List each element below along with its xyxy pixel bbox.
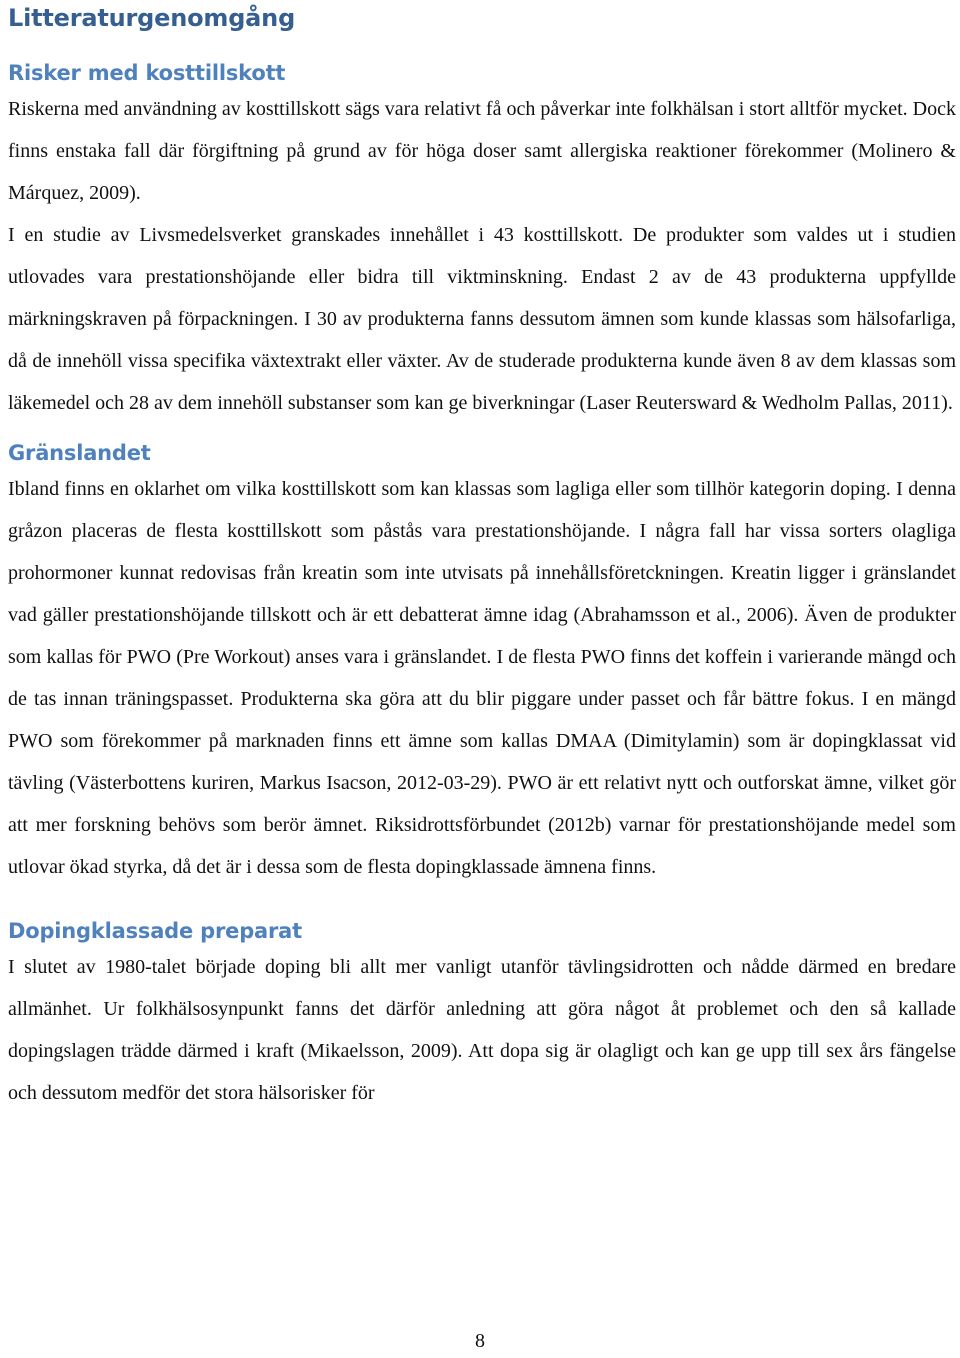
paragraph-risker-1: Riskerna med användning av kosttillskott sägs vara relativt få och påverkar inte folkhälsan i stort alltför mycket. Dock finns enstaka fall där förgiftning på grund av för höga doser samt allergiska reaktioner förekommer (Molinero & Márquez, 2009). (8, 98, 956, 204)
page-title: Litteraturgenomgång (8, 4, 296, 32)
paragraph-risker-2: I en studie av Livsmedelsverket granskades innehållet i 43 kosttillskott. De produkter som valdes ut i studien utlovades vara prestationshöjande eller bidra till viktminskning. Endast 2 av de 43 produkterna uppfyllde märkningskraven på förpackningen. I 30 av produkterna fanns dessutom ämnen som kunde klassas som hälsofarliga, då de innehöll vissa specifika växtextrakt eller växter. Av de studerade produkterna kunde även 8 av dem klassas som läkemedel och 28 av dem innehöll substanser som kan ge biverkningar (Laser Reutersward & Wedholm Pallas, 2011). (8, 224, 956, 414)
section-heading-dopingklassade: Dopingklassade preparat (8, 919, 302, 943)
page-number: 8 (475, 1330, 485, 1352)
section-heading-risker: Risker med kosttillskott (8, 61, 286, 85)
paragraph-dopingklassade-1: I slutet av 1980-talet började doping bli allt mer vanligt utanför tävlingsidrotten och nådde därmed en bredare allmänhet. Ur folkhälsosynpunkt fanns det därför anledning att göra något åt problemet och den så kallade dopingslagen trädde därmed i kraft (Mikaelsson, 2009). Att dopa sig är olagligt och kan ge upp till sex års fängelse och dessutom medför det stora hälsorisker för (8, 956, 956, 1104)
document-page (8, 0, 956, 1114)
section-heading-granslandet: Gränslandet (8, 441, 151, 465)
paragraph-granslandet-1: Ibland finns en oklarhet om vilka kosttillskott som kan klassas som lagliga eller som tillhör kategorin doping. I denna gråzon placeras de flesta kosttillskott som påstås vara prestationshöjande. I några fall har vissa sorters olagliga prohormoner kunnat redovisas från kreatin som inte utvisats på innehållsföretckningen. Kreatin ligger i gränslandet vad gäller prestationshöjande tillskott och är ett debatterat ämne idag (Abrahamsson et al., 2006). Även de produkter som kallas för PWO (Pre Workout) anses vara i gränslandet. I de flesta PWO finns det koffein i varierande mängd och de tas innan träningspasset. Produkterna ska göra att du blir piggare under passet och får bättre fokus. I en mängd PWO som förekommer på marknaden finns ett ämne som kallas DMAA (Dimitylamin) som är dopingklassat vid tävling (Västerbottens kuriren, Markus Isacson, 2012-03-29). PWO är ett relativt nytt och outforskat ämne, vilket gör att mer forskning behövs som berör ämnet. Riksidrottsförbundet (2012b) varnar för prestationshöjande medel som utlovar ökad styrka, då det är i dessa som de flesta dopingklassade ämnena finns. (8, 478, 956, 878)
